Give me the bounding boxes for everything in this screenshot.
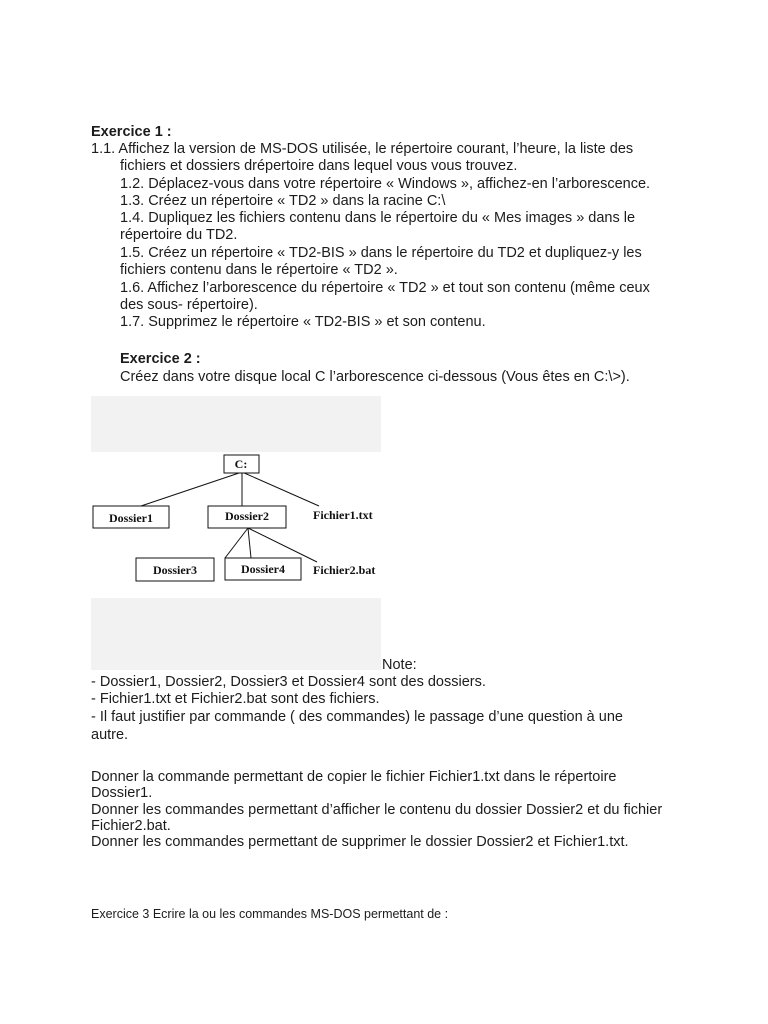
- image-top-band: [91, 396, 381, 452]
- exercise1-line: fichiers et dossiers drépertoire dans lequel vous vous trouvez.: [120, 158, 518, 174]
- exercise1-line: des sous- répertoire).: [120, 297, 258, 313]
- question-line: Dossier1.: [91, 785, 153, 801]
- exercise1-line: 1.7. Supprimez le répertoire « TD2-BIS » et son contenu.: [120, 314, 486, 330]
- directory-tree-diagram: [91, 452, 383, 598]
- node-dossier3-label: Dossier3: [153, 563, 197, 577]
- exercise1-line: 1.4. Dupliquez les fichiers contenu dans le répertoire du « Mes images » dans le: [120, 210, 636, 226]
- note-line: - Il faut justifier par commande ( des commandes) le passage d’une question à une: [91, 709, 623, 725]
- exercise1-title: Exercice 1 :: [91, 124, 172, 140]
- node-dossier4-label: Dossier4: [241, 562, 285, 576]
- exercise2-title: Exercice 2 :: [120, 351, 201, 367]
- exercise1-line: 1.2. Déplacez-vous dans votre répertoire « Windows », affichez-en l’arborescence.: [120, 176, 651, 192]
- question-line: Donner les commandes permettant d’afficher le contenu du dossier Dossier2 et du fichier: [91, 802, 663, 818]
- question-line: Donner les commandes permettant de supprimer le dossier Dossier2 et Fichier1.txt.: [91, 834, 629, 850]
- node-dossier1-label: Dossier1: [109, 511, 153, 525]
- exercise1-line: 1.6. Affichez l’arborescence du répertoire « TD2 » et tout son contenu (même ceux: [120, 280, 650, 296]
- exercise1-line: 1.1. Affichez la version de MS-DOS utilisée, le répertoire courant, l’heure, la liste des: [91, 141, 634, 157]
- node-fichier1-label: Fichier1.txt: [313, 508, 373, 522]
- exercise1-line: fichiers contenu dans le répertoire « TD2 ».: [120, 262, 398, 278]
- exercise1-line: 1.3. Créez un répertoire « TD2 » dans la racine C:\: [120, 193, 446, 209]
- note-line: - Fichier1.txt et Fichier2.bat sont des fichiers.: [91, 691, 380, 707]
- question-line: Fichier2.bat.: [91, 818, 171, 834]
- question-line: Donner la commande permettant de copier le fichier Fichier1.txt dans le répertoire: [91, 769, 617, 785]
- node-dossier2-label: Dossier2: [225, 509, 269, 523]
- image-bottom-band: [91, 597, 381, 670]
- exercise1-line: répertoire du TD2.: [120, 227, 238, 243]
- note-line: autre.: [91, 727, 129, 743]
- exercise2-intro: Créez dans votre disque local C l’arborescence ci-dessous (Vous êtes en C:\>).: [120, 369, 630, 385]
- exercise1-line: 1.5. Créez un répertoire « TD2-BIS » dans le répertoire du TD2 et dupliquez-y les: [120, 245, 642, 261]
- exercise3-title: Exercice 3 Ecrire la ou les commandes MS-DOS permettant de :: [91, 907, 449, 921]
- note-label: Note:: [382, 657, 417, 673]
- node-fichier2-label: Fichier2.bat: [313, 563, 376, 577]
- note-line: - Dossier1, Dossier2, Dossier3 et Dossier4 sont des dossiers.: [91, 674, 486, 690]
- node-c-label: C:: [234, 457, 248, 471]
